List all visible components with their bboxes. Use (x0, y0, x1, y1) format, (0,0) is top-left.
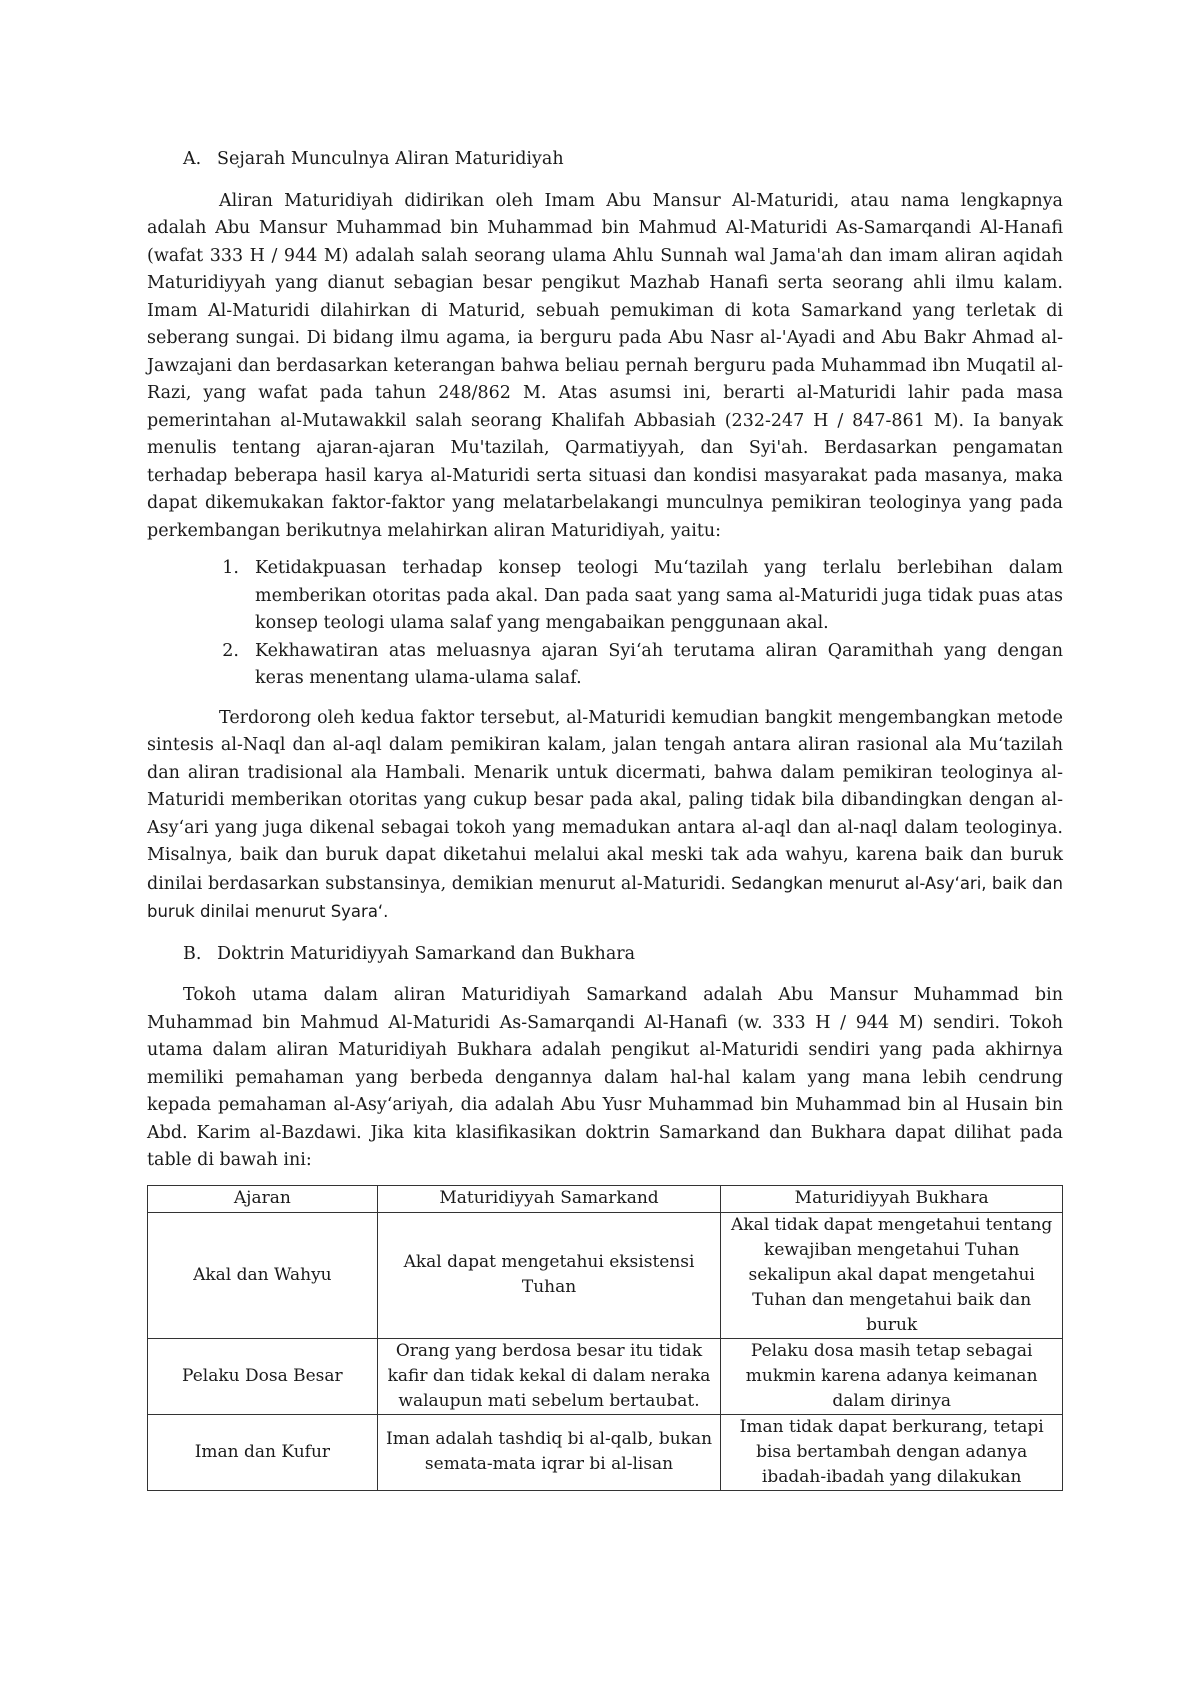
table-row (148, 1212, 1063, 1338)
factor-list (147, 555, 1063, 693)
table-row (148, 1338, 1063, 1414)
table-header-cell: Ajaran (148, 1185, 378, 1212)
table-cell: Iman tidak dapat berkurang, tetapi bisa bertambah dengan adanya ibadah-ibadah yang dilakukan (721, 1414, 1063, 1490)
table-header-cell: Maturidiyyah Bukhara (721, 1185, 1063, 1212)
paragraph-2-tail: Sedangkan menurut al-Asy‘ari, baik dan buruk dinilai menurut Syara‘. (147, 873, 1063, 921)
section-a-paragraph-2 (147, 705, 1063, 927)
section-b-title: Doktrin Maturidiyyah Samarkand dan Bukhara (217, 943, 636, 964)
table-row (148, 1414, 1063, 1490)
table-header-row (148, 1185, 1063, 1212)
table-cell: Pelaku dosa masih tetap sebagai mukmin karena adanya keimanan dalam dirinya (721, 1338, 1063, 1414)
list-item (147, 555, 1063, 638)
paragraph-2-main: Terdorong oleh kedua faktor tersebut, al-Maturidi kemudian bangkit mengembangkan metode sintesis al-Naql dan al-aql dalam pemikiran kalam, jalan tengah antara aliran rasional ala Mu‘tazilah dan aliran tradisional ala Hambali. Menarik untuk dicermati, bahwa dalam pemikiran teologinya al-Maturidi memberikan otoritas yang cukup besar pada akal, paling tidak bila dibandingkan dengan al-Asy‘ari yang juga dikenal sebagai tokoh yang memadukan antara al-aql dan al-naql dalam teologinya. Misalnya, baik dan buruk dapat diketahui melalui akal meski tak ada wahyu, karena baik dan buruk dinilai berdasarkan substansinya, demikian menurut al-Maturidi. (147, 707, 1063, 894)
section-b-label: B. (183, 943, 202, 964)
list-item-text: Kekhawatiran atas meluasnya ajaran Syi‘ah terutama aliran Qaramithah yang dengan keras menentang ulama-ulama salaf. (255, 640, 1063, 688)
doctrine-table (147, 1185, 1063, 1491)
table-cell: Orang yang berdosa besar itu tidak kafir dan tidak kekal di dalam neraka walaupun mati sebelum bertaubat. (377, 1338, 721, 1414)
list-item-text: Ketidakpuasan terhadap konsep teologi Mu‘tazilah yang terlalu berlebihan dalam memberikan otoritas pada akal. Dan pada saat yang sama al-Maturidi juga tidak puas atas konsep teologi ulama salaf yang mengabaikan penggunaan akal. (255, 558, 1063, 633)
table-cell: Pelaku Dosa Besar (148, 1338, 378, 1414)
table-cell: Akal dapat mengetahui eksistensi Tuhan (377, 1212, 721, 1338)
table-cell: Iman dan Kufur (148, 1414, 378, 1490)
table-cell: Akal dan Wahyu (148, 1212, 378, 1338)
document-page (147, 140, 1063, 1491)
section-a-heading (183, 146, 1063, 174)
section-a-label: A. (183, 149, 202, 169)
table-cell: Iman adalah tashdiq bi al-qalb, bukan semata-mata iqrar bi al-lisan (377, 1414, 721, 1490)
list-item-number: 1. (222, 558, 239, 578)
section-b-paragraph: Tokoh utama dalam aliran Maturidiyah Samarkand adalah Abu Mansur Muhammad bin Muhammad bin Mahmud Al-Maturidi As-Samarqandi Al-Hanafi (w. 333 H / 944 M) sendiri. Tokoh utama dalam aliran Maturidiyah Bukhara adalah pengikut al-Maturidi sendiri yang pada akhirnya memiliki pemahaman yang berbeda dengannya dalam hal-hal kalam yang mana lebih cendrung kepada pemahaman al-Asy‘ariyah, dia adalah Abu Yusr Muhammad bin Muhammad bin al Husain bin Abd. Karim al-Bazdawi. Jika kita klasifikasikan doktrin Samarkand dan Bukhara dapat dilihat pada table di bawah ini: (147, 985, 1063, 1170)
section-a-title: Sejarah Munculnya Aliran Maturidiyah (217, 149, 564, 169)
list-item-number: 2. (222, 640, 239, 661)
table-header-cell: Maturidiyyah Samarkand (377, 1185, 721, 1212)
section-a-paragraph-1: Aliran Maturidiyah didirikan oleh Imam Abu Mansur Al-Maturidi, atau nama lengkapnya adalah Abu Mansur Muhammad bin Muhammad bin Mahmud Al-Maturidi As-Samarqandi Al-Hanafi (wafat 333 H / 944 M) adalah salah seorang ulama Ahlu Sunnah wal Jama'ah dan imam aliran aqidah Maturidiyyah yang dianut sebagian besar pengikut Mazhab Hanafi serta seorang ahli ilmu kalam. Imam Al-Maturidi dilahirkan di Maturid, sebuah pemukiman di kota Samarkand yang terletak di seberang sungai. Di bidang ilmu agama, ia berguru pada Abu Nasr al-'Ayadi and Abu Bakr Ahmad al-Jawzajani dan berdasarkan keterangan bahwa beliau pernah berguru pada Muhammad ibn Muqatil al-Razi, yang wafat pada tahun 248/862 M. Atas asumsi ini, berarti al-Maturidi lahir pada masa pemerintahan al-Mutawakkil salah seorang Khalifah Abbasiah (232-247 H / 847-861 M). Ia banyak menulis tentang ajaran-ajaran Mu'tazilah, Qarmatiyyah, dan Syi'ah. Berdasarkan pengamatan terhadap beberapa hasil karya al-Maturidi serta situasi dan kondisi masyarakat pada masanya, maka dapat dikemukakan faktor-faktor yang melatarbelakangi munculnya pemikiran teologinya yang pada perkembangan berikutnya melahirkan aliran Maturidiyah, yaitu: (147, 190, 1063, 541)
table-cell: Akal tidak dapat mengetahui tentang kewajiban mengetahui Tuhan sekalipun akal dapat mengetahui Tuhan dan mengetahui baik dan buruk (721, 1212, 1063, 1338)
section-b-heading (183, 941, 1063, 969)
list-item (147, 638, 1063, 693)
